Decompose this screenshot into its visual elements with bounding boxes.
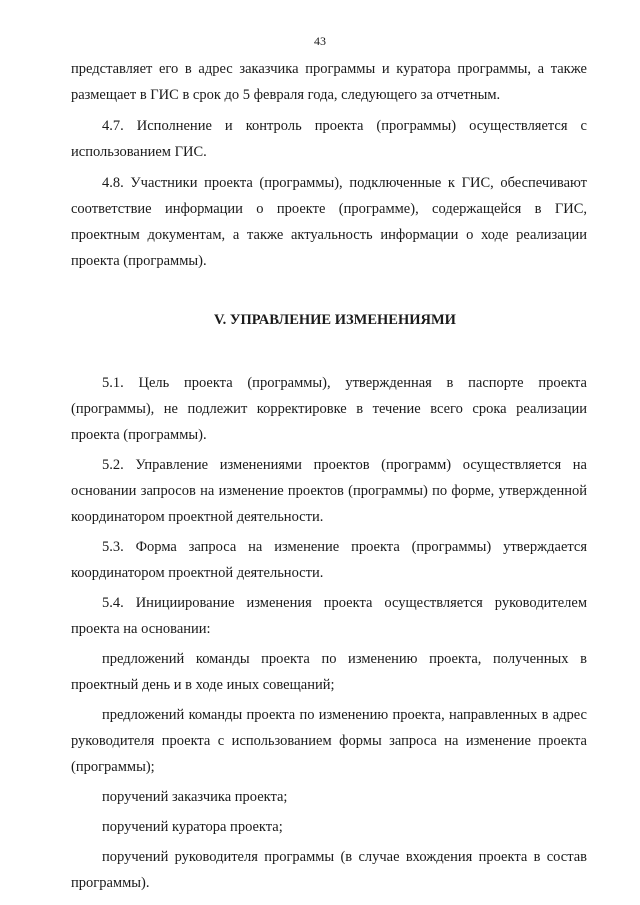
- page-number: 43: [314, 34, 326, 48]
- paragraph-5-1: 5.1. Цель проекта (программы), утвержденная в паспорте проекта (программы), не подлежит корректировке в течение всего срока реализации проекта (программы).: [71, 375, 587, 443]
- paragraph-4-8: 4.8. Участники проекта (программы), подключенные к ГИС, обеспечивают соответствие информации о проекте (программе), содержащейся в ГИС, проектным документам, а также актуальность информации о ходе реализации проекта (программы).: [71, 175, 587, 269]
- section-title: V. УПРАВЛЕНИЕ ИЗМЕНЕНИЯМИ: [214, 312, 456, 328]
- paragraph-5-2: 5.2. Управление изменениями проектов (программ) осуществляется на основании запросов на изменение проектов (программы) по форме, утвержденной координатором проектной деятельности.: [71, 457, 587, 525]
- document-body: [71, 56, 587, 896]
- list-item-customer-orders: поручений заказчика проекта;: [102, 789, 288, 805]
- paragraph-5-4: 5.4. Инициирование изменения проекта осуществляется руководителем проекта на основании:: [71, 595, 587, 637]
- list-item-program-head-orders: поручений руководителя программы (в случае вхождения проекта в состав программы).: [71, 849, 587, 891]
- list-item-team-proposals-meetings: предложений команды проекта по изменению проекта, полученных в проектный день и в ходе иных совещаний;: [71, 651, 587, 693]
- paragraph-4-7: 4.7. Исполнение и контроль проекта (программы) осуществляется с использованием ГИС.: [71, 118, 587, 160]
- list-item-curator-orders: поручений куратора проекта;: [102, 819, 283, 835]
- paragraph-continuation: представляет его в адрес заказчика программы и куратора программы, а также размещает в ГИС в срок до 5 февраля года, следующего за отчетным.: [71, 61, 587, 103]
- list-item-team-proposals-form: предложений команды проекта по изменению проекта, направленных в адрес руководителя проекта с использованием формы запроса на изменение проекта (программы);: [71, 707, 587, 775]
- paragraph-5-3: 5.3. Форма запроса на изменение проекта (программы) утверждается координатором проектной деятельности.: [71, 539, 587, 581]
